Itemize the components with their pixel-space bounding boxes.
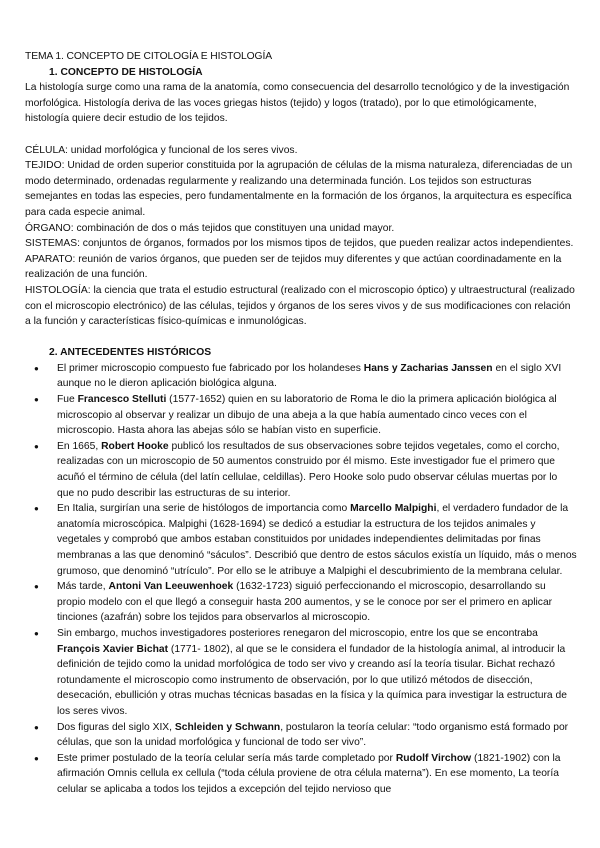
document-page [25,49,577,798]
list-item: ● Este primer postulado de la teoría celular sería más tarde completado por Rudolf Virchow (1821-1902) con la afirmación Omnis cellula ex cellula (“toda célula proviene de otra célula materna”). En ese momento, La teoría celular se aplicaba a todos los tejidos a excepción del tejido nervioso que [25,751,577,798]
section-2-heading: 2. ANTECEDENTES HISTÓRICOS [49,347,212,359]
definition-organo: ÓRGANO: combinación de dos o más tejidos que constituyen una unidad mayor. [25,222,395,234]
history-list [25,361,577,798]
list-item: ● En Italia, surgirían una serie de histólogos de importancia como Marcello Malpighi, el verdadero fundador de la anatomía microscópica. Malpighi (1628-1694) se dedicó a estudiar la estructura de los tejidos animales y vegetales y comprobó que ambos estaban constituidos por unidades independientes delimitadas por finas membranas a las que denominó “sáculos”. Describió que dentro de estos sáculos existía un líquido, más o menos grumoso, que denominó “utrículo”. Por ello se le atribuye a Malpighi el descubrimiento de la membrana celular. [25,501,577,579]
spacer [25,330,577,346]
document-title: TEMA 1. CONCEPTO DE CITOLOGÍA E HISTOLOGÍA [25,51,272,62]
definition-sistemas: SISTEMAS: conjuntos de órganos, formados por los mismos tipos de tejidos, que pueden realizar actos independientes. [25,238,574,250]
section-1-heading: 1. CONCEPTO DE HISTOLOGÍA [49,66,203,78]
definition-histologia: HISTOLOGÍA: la ciencia que trata el estudio estructural (realizado con el microscopio óptico) y ultraestructural (realizado con el microscopio electrónico) de las células, tejidos y órganos de los seres vivos y de sus modificaciones con relación a la función y características físico-químicas e inmunológicas. [25,284,575,328]
list-item: ● Más tarde, Antoni Van Leeuwenhoek (1632-1723) siguió perfeccionando el microscopio, desarrollando su propio modelo con el que llegó a conseguir hasta 200 aumentos, y se le conoce por ser el primero en aplicar tinciones (azafrán) sobre los tejidos para observarlos al microscopio. [25,579,577,626]
section-1-intro: La histología surge como una rama de la anatomía, como consecuencia del desarrollo tecnológico y de la investigación morfológica. Histología deriva de las voces griegas histos (tejido) y logos (tratado), por lo que etimológicamente, histología quiere decir estudio de los tejidos. [25,82,570,125]
list-item: ● El primer microscopio compuesto fue fabricado por los holandeses Hans y Zacharias Janssen en el siglo XVI aunque no le dieron aplicación biológica alguna. [25,361,577,392]
definition-aparato: APARATO: reunión de varios órganos, que pueden ser de tejidos muy diferentes y que actúan coordinadamente en la realización de una función. [25,253,562,281]
list-item: ● Sin embargo, muchos investigadores posteriores renegaron del microscopio, entre los que se encontraba François Xavier Bichat (1771- 1802), al que se le considera el fundador de la histología animal, al introducir la definición de tejido como la unidad morfológica de todo ser vivo y creando así la teoría tisular. Bichat rechazó rotundamente el microscopio como instrumento de observación, por lo que utilizó métodos de disección, desecación, ebullición y otras muchas técnicas basadas en la física y la química para investigar la estructura de los seres vivos. [25,626,577,720]
spacer [25,127,577,143]
list-item: ● Fue Francesco Stelluti (1577-1652) quien en su laboratorio de Roma le dio la primera aplicación biológica al microscopio al observar y realizar un dibujo de una abeja a la que había aumentado cinco veces con el microscopio. Hasta ahora las abejas sólo se habían visto en superficie. [25,392,577,439]
list-item: ● Dos figuras del siglo XIX, Schleiden y Schwann, postularon la teoría celular: “todo organismo está formado por células, que son la unidad morfológica y funcional de todo ser vivo”. [25,720,577,751]
list-item: ● En 1665, Robert Hooke publicó los resultados de sus observaciones sobre tejidos vegetales, como el corcho, realizadas con un microscopio de 50 aumentos construido por él mismo. Este investigador fue el primero que acuñó el término de célula (del latín cellulae, celdillas). Pero Hooke solo pudo observar células muertas por lo que no pudo describir las estructuras de su interior. [25,439,577,501]
definition-tejido: TEJIDO: Unidad de orden superior constituida por la agrupación de células de la misma naturaleza, diferenciadas de un modo determinado, ordenadas regularmente y realizando una determinada función. Los tejidos son estructuras semejantes en todas las especies, pero fundamentalmente en la formación de los órganos, la arquitectura es específica para cada especie animal. [25,160,573,218]
definition-celula: CÉLULA: unidad morfológica y funcional de los seres vivos. [25,144,298,156]
